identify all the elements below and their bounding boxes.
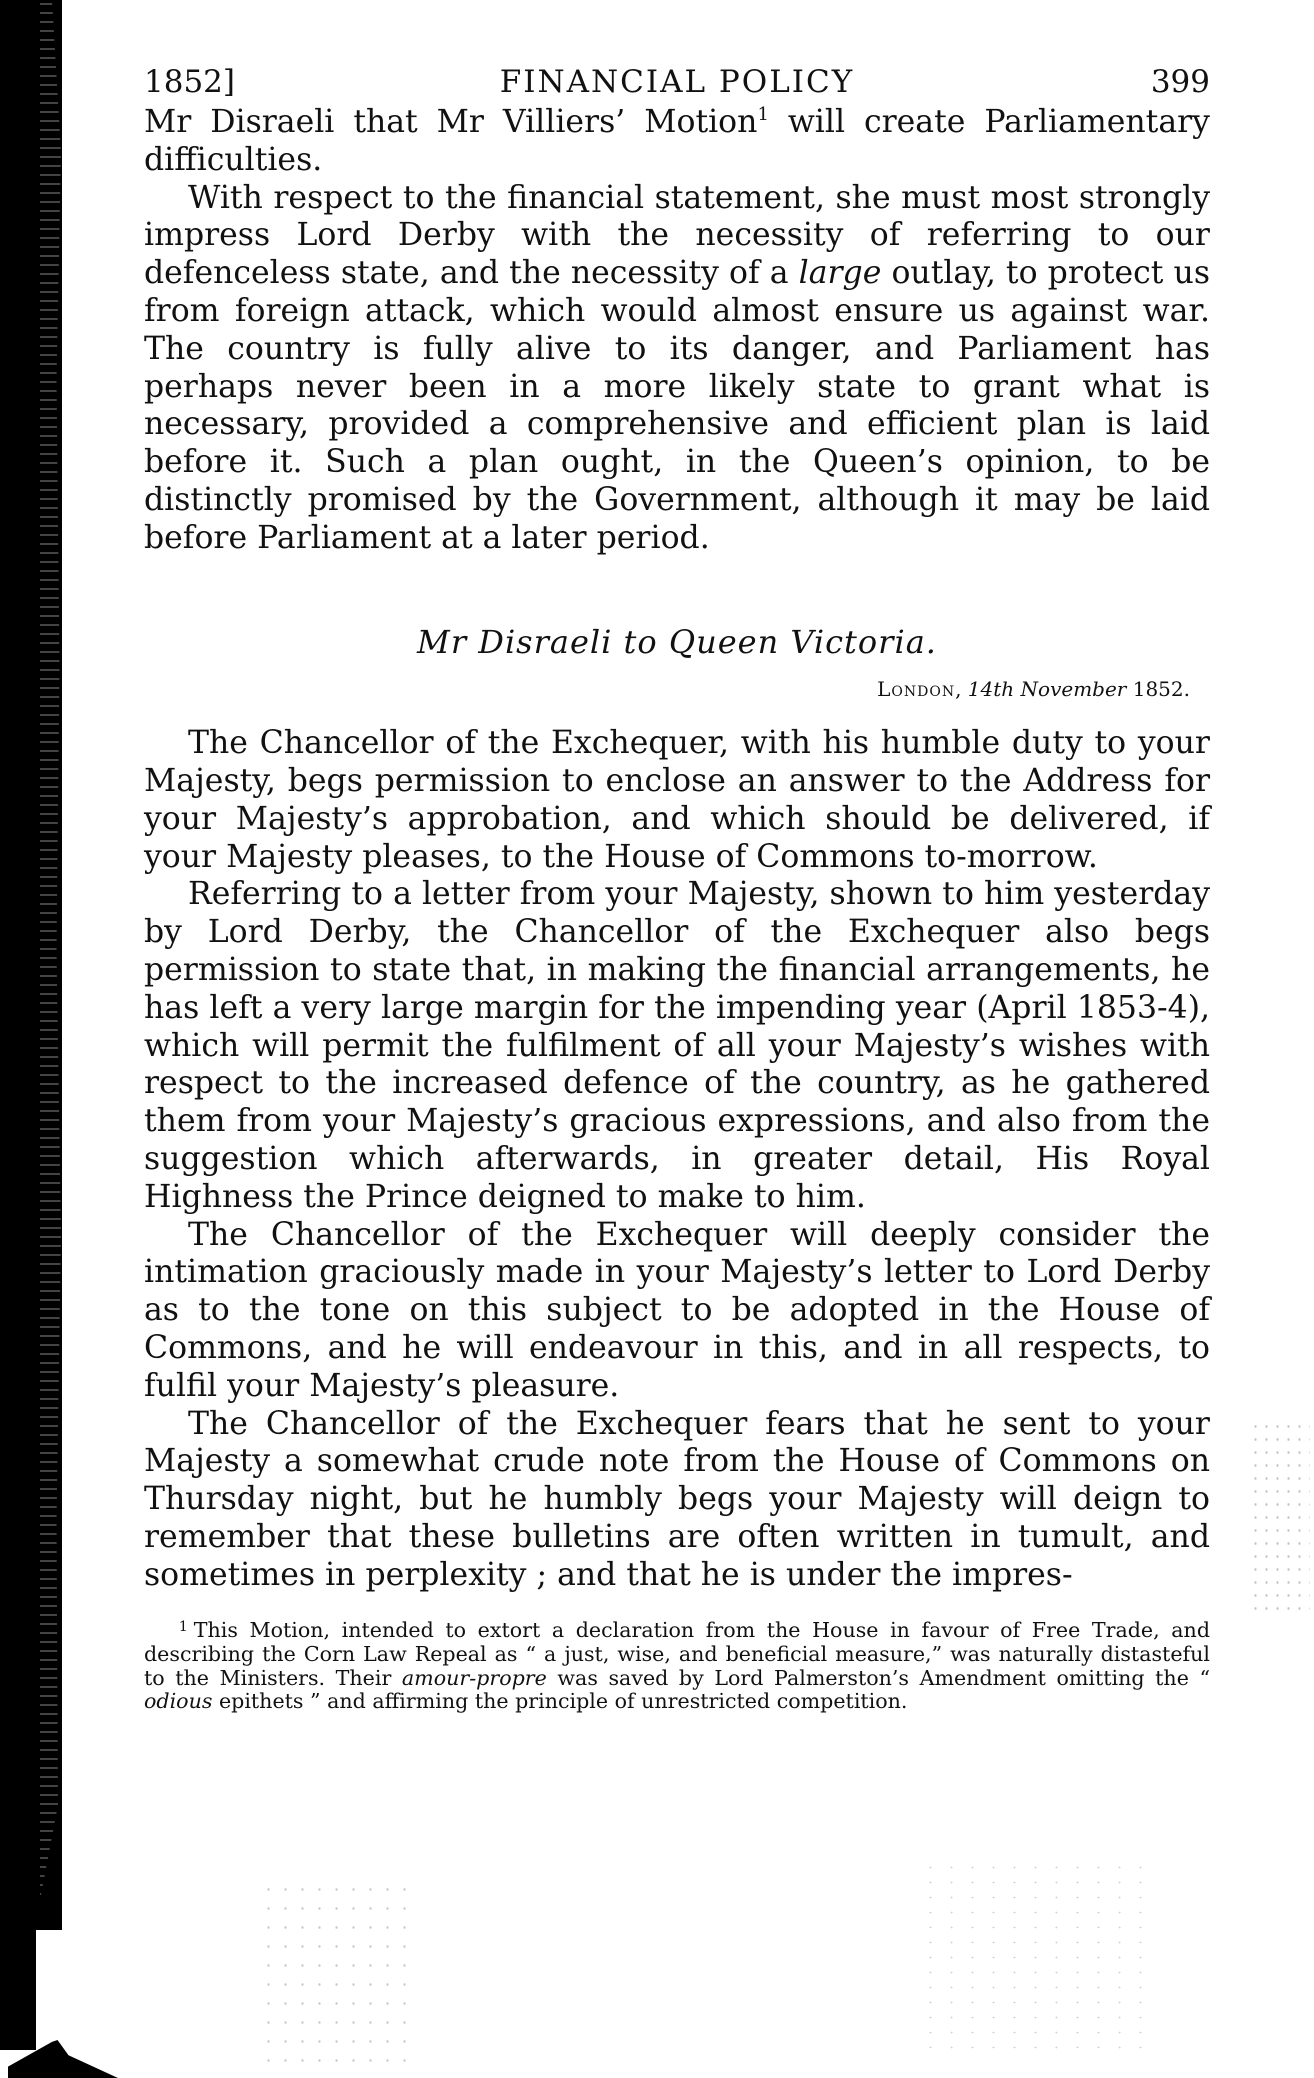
emphasis-text: large bbox=[798, 255, 882, 292]
footnote-text: epithets ” and affirming the principle of unrestricted competition. bbox=[212, 1689, 908, 1714]
paragraph-text: Mr Disraeli that Mr Villiers’ Motion bbox=[144, 104, 758, 140]
paragraph-text: With respect to the financial statement, she must most strongly impress Lord Derby with the necessity of referring to our defenceless state, and the necessity of a bbox=[144, 179, 1210, 292]
footnote-text: This Motion, intended to extort a declaration from the House in favour of Free Trade, and describing the Corn Law Repeal as “ a just, wise, and beneficial measure,” was naturally distasteful to the Ministers. Their bbox=[144, 1618, 1210, 1690]
letter-heading: Mr Disraeli to Queen Victoria. bbox=[417, 622, 937, 661]
paragraph-text: will create Parliamentary difficulties. bbox=[144, 104, 1210, 178]
running-head-title: FINANCIAL POLICY bbox=[499, 64, 855, 100]
footnote-reference[interactable]: 1 bbox=[757, 104, 769, 125]
footnote-marker: 1 bbox=[178, 1619, 188, 1636]
book-page bbox=[144, 60, 1210, 1714]
footnote-emphasis: amour-propre bbox=[401, 1665, 547, 1690]
paragraph-financial-statement bbox=[144, 180, 1210, 558]
scan-noise bbox=[920, 1860, 1150, 2060]
scan-noise bbox=[260, 1880, 420, 2070]
continued-paragraph bbox=[144, 104, 1210, 180]
dateline-day: 14th bbox=[967, 677, 1015, 702]
running-head bbox=[144, 60, 1210, 104]
dateline-year: 1852. bbox=[1132, 677, 1190, 702]
footnote-emphasis: odious bbox=[144, 1689, 213, 1714]
scan-noise bbox=[1250, 1420, 1310, 1620]
letter-paragraph: The Chancellor of the Exchequer, with his humble duty to your Majesty, begs permission to enclose an answer to the Address for your Majesty’s approbation, and which should be delivered, if your Majesty pleases, to the House of Commons to-morrow. bbox=[144, 725, 1210, 875]
letter-paragraph: Referring to a letter from your Majesty, shown to him yesterday by Lord Derby, the Chancellor of the Exchequer also begs permission to state that, in making the financial arrangements, he has left a very large margin for the impending year (April 1853-4), which will permit the fulfilment of all your Majesty’s wishes with respect to the increased defence of the country, as he gathered them from your Majesty’s gracious expressions, and also from the suggestion which afterwards, in greater detail, His Royal Highness the Prince deigned to make to him. bbox=[144, 876, 1210, 1215]
letter-paragraph: The Chancellor of the Exchequer fears that he sent to your Majesty a somewhat crude note from the House of Commons on Thursday night, but he humbly begs your Majesty will deign to remember that these bulletins are often written in tumult, and sometimes in perplexity ; and that he is under the impres- bbox=[144, 1405, 1210, 1593]
page-number: 399 bbox=[1150, 64, 1210, 100]
book-binding-notch bbox=[0, 1930, 36, 2050]
body-text bbox=[144, 104, 1210, 1594]
running-head-year: 1852] bbox=[144, 64, 235, 100]
footnote-text: was saved by Lord Palmerston’s Amendment omitting the “ bbox=[546, 1665, 1211, 1690]
paragraph-text: outlay, to protect us from foreign attack, which would almost ensure us against war. The country is fully alive to its danger, and Parliament has perhaps never been in a more likely state to grant what is necessary, provided a comprehensive and efficient plan is laid before it. Such a plan ought, in the Queen’s opinion, to be distinctly promised by the Government, although it may be laid before Parliament at a later period. bbox=[144, 255, 1210, 556]
dateline-place: London bbox=[877, 677, 956, 702]
footnote bbox=[144, 1616, 1210, 1713]
dateline-comma: , bbox=[955, 677, 968, 702]
letter-paragraph: The Chancellor of the Exchequer will deeply consider the intimation graciously made in your Majesty’s letter to Lord Derby as to the tone on this subject to be adopted in the House of Commons, and he will endeavour in this, and in all respects, to fulfil your Majesty’s pleasure. bbox=[144, 1216, 1210, 1404]
dateline-month: November bbox=[1020, 677, 1127, 702]
book-binding-edge bbox=[40, 0, 70, 1900]
letter-dateline bbox=[144, 671, 1210, 709]
